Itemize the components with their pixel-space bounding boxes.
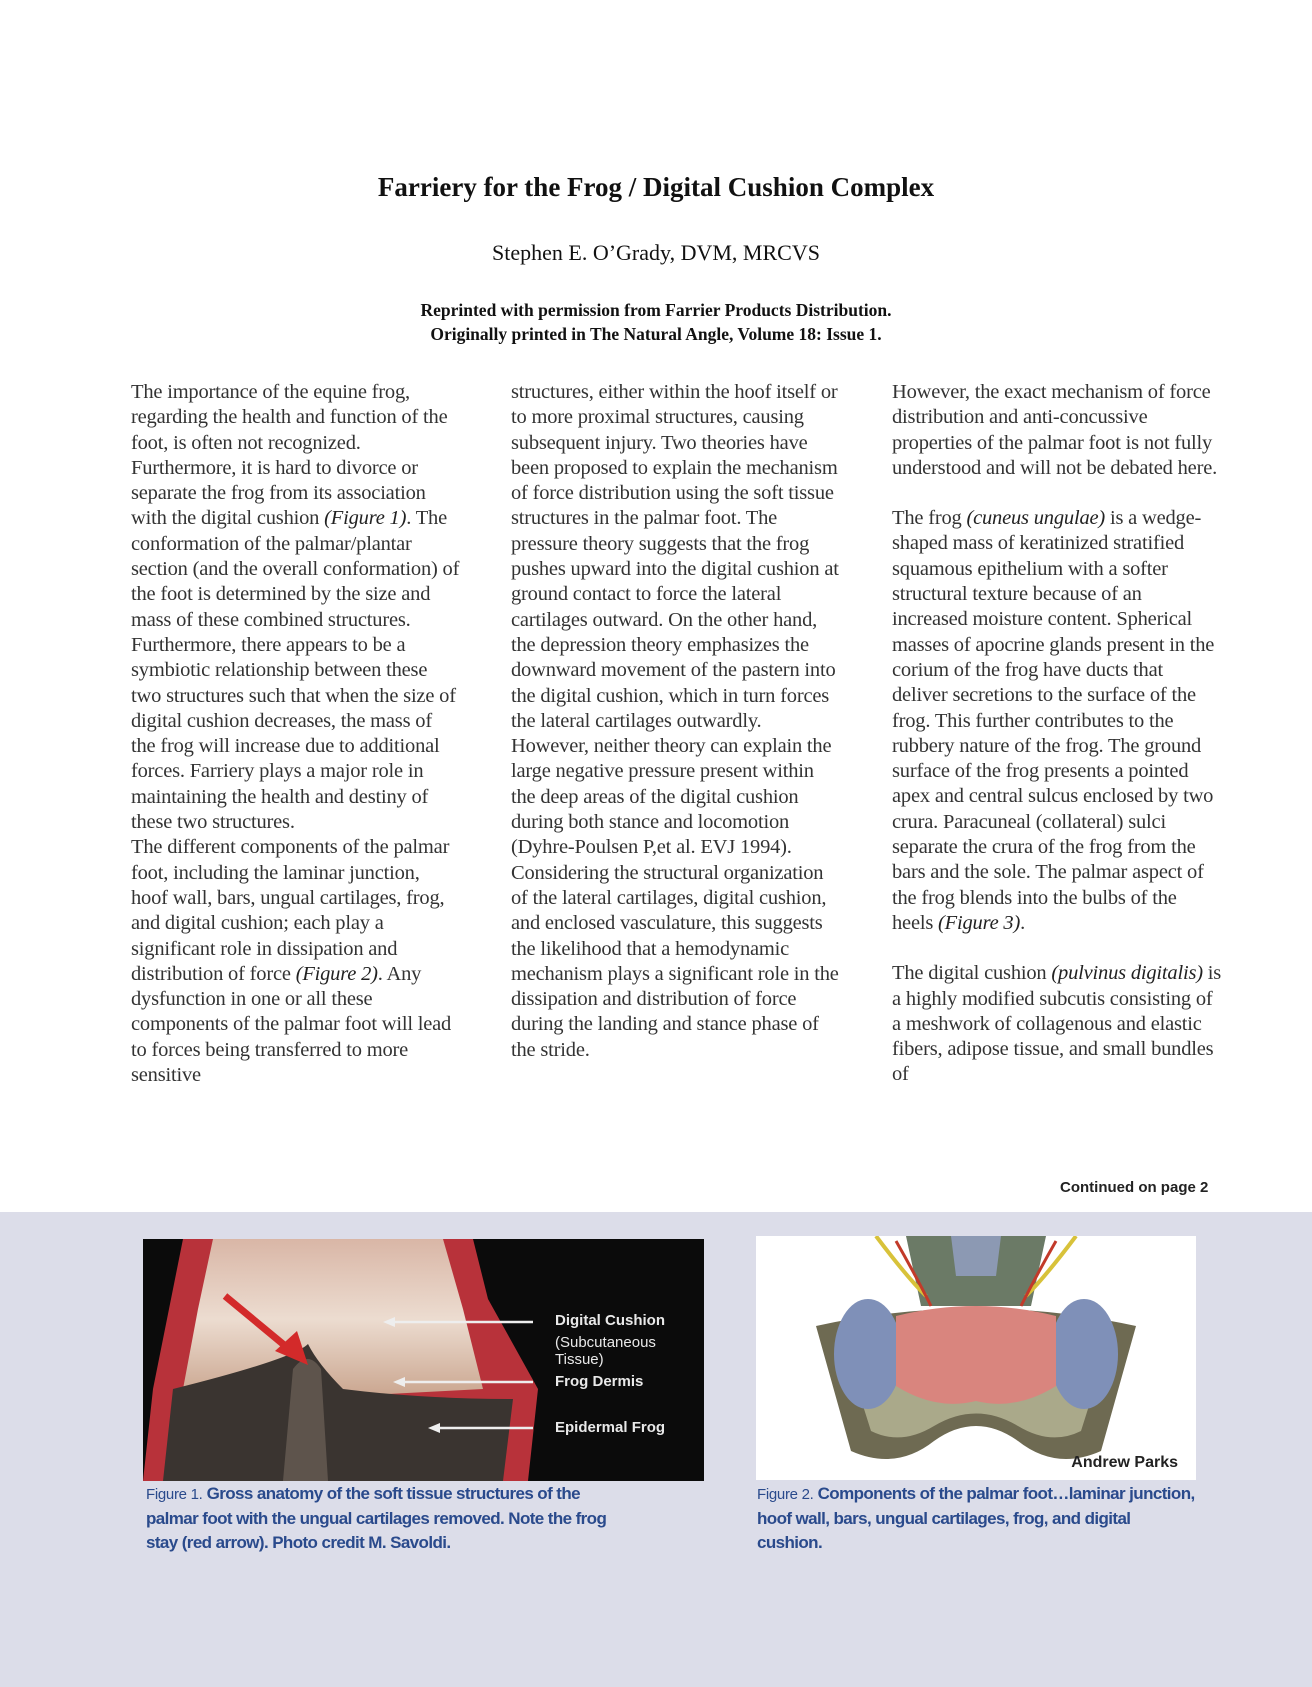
latin-term: (pulvinus digitalis) <box>1051 962 1203 985</box>
author-line: Stephen E. O’Grady, DVM, MRCVS <box>492 240 820 265</box>
figure-2-image <box>756 1236 1196 1480</box>
paragraph <box>131 380 461 835</box>
paragraph: structures, either within the hoof itself or to more proximal structures, causing subsequent injury. Two theories have been proposed to explain the mechanism of force distribution using the soft tissue structures in the palmar foot. The pressure theory suggests that the frog pushes upward into the digital cushion at ground contact to force the lateral cartilages outward. On the other hand, the depression theory emphasizes the downward movement of the pastern into the digital cushion, which in turn forces the lateral cartilages outwardly. However, neither theory can explain the large negative pressure present within the deep areas of the digital cushion during both stance and locomotion (Dyhre-Poulsen P,et al. EVJ 1994). Considering the structural organization of the lateral cartilages, digital cushion, and enclosed vasculature, this suggests the likelihood that a hemodynamic mechanism plays a significant role in the dissipation and distribution of force during the landing and stance phase of the stride. <box>511 381 839 1061</box>
photo-credit: Andrew Parks <box>1071 1454 1178 1471</box>
figure-2-caption <box>757 1482 1197 1555</box>
caption-text: Components of the palmar foot…laminar junction, hoof wall, bars, ungual cartilages, frog, and digital cushion. <box>757 1484 1195 1552</box>
paragraph: However, the exact mechanism of force distribution and anti-concussive properties of the palmar foot is not fully understood and will not be debated here. <box>892 381 1218 479</box>
bone-shape <box>951 1236 1001 1276</box>
text-run: . <box>1020 911 1026 934</box>
label-frog-dermis: Frog Dermis <box>555 1373 644 1390</box>
ungual-cartilage-right <box>1050 1299 1118 1409</box>
paragraph <box>892 961 1222 1087</box>
ungual-cartilage-left <box>834 1299 902 1409</box>
text-run: is a wedge-shaped mass of keratinized stratified squamous epithelium with a softer structural texture because of an increased moisture content. Spherical masses of apocrine glands present in the corium of the frog have ducts that deliver secretions to the surface of the frog. This further contributes to the rubbery nature of the frog. The ground surface of the frog presents a pointed apex and central sulcus enclosed by two crura. Paracuneal (collateral) sulci separate the crura of the frog from the bars and the sole. The palmar aspect of the frog blends into the bulbs of the heels <box>892 507 1215 934</box>
caption-figure-number: Figure 1. <box>146 1486 203 1503</box>
figure-reference: (Figure 2) <box>295 962 378 985</box>
text-run: . The conformation of the palmar/plantar section (and the overall conformation) of the foot is determined by the size and mass of these combined structures. Furthermore, there appears to be a symbiotic relationship between these two structures such that when the size of digital cushion decreases, the mass of the frog will increase due to additional forces. Farriery plays a major role in maintaining the health and destiny of these two structures. <box>131 507 460 834</box>
reprint-line-1: Reprinted with permission from Farrier Products Distribution. <box>420 300 892 320</box>
text-run: is a highly modified subcutis consisting of a meshwork of collagenous and elastic fibers, adipose tissue, and small bundles of <box>892 962 1222 1086</box>
text-run: . Any dysfunction in one or all these components of the palmar foot will lead to forces being transferred to more sensitive <box>131 962 452 1087</box>
reprint-notice <box>0 298 1312 346</box>
text-run: The importance of the equine frog, regarding the health and function of the foot, is often not recognized. Furthermore, it is hard to divorce or separate the frog from its association with the digital cushion <box>131 381 448 530</box>
figure-1-caption <box>146 1482 616 1555</box>
text-run: The frog <box>892 507 967 530</box>
label-digital-cushion: Digital Cushion <box>555 1312 665 1329</box>
label-subcutaneous: (Subcutaneous Tissue) <box>555 1334 656 1368</box>
reprint-line-2: Originally printed in The Natural Angle, Volume 18: Issue 1. <box>430 324 882 344</box>
caption-figure-number: Figure 2. <box>757 1486 814 1503</box>
text-column-2 <box>511 380 841 1063</box>
page-title: Farriery for the Frog / Digital Cushion Complex <box>377 172 935 202</box>
text-run: The digital cushion <box>892 962 1052 985</box>
palmar-foot-illustration <box>756 1236 1196 1480</box>
caption-text: Gross anatomy of the soft tissue structures of the palmar foot with the ungual cartilages removed. Note the frog stay (red arrow). Photo credit M. Savoldi. <box>146 1484 607 1552</box>
figure-reference: (Figure 3) <box>938 911 1021 934</box>
text-column-3 <box>892 380 1222 1088</box>
text-run: The different components of the palmar foot, including the laminar junction, hoof wall, bars, ungual cartilages, frog, and digital cushion; each play a significant role in dissipation and distribution of force <box>131 836 450 985</box>
latin-term: (cuneus ungulae) <box>966 507 1106 530</box>
paragraph <box>892 506 1222 936</box>
paragraph <box>131 835 461 1088</box>
digital-cushion-shape <box>896 1306 1056 1404</box>
figure-reference: (Figure 1) <box>324 507 407 530</box>
figure-1-image <box>143 1239 704 1481</box>
text-column-1 <box>131 380 461 1088</box>
label-epidermal-frog: Epidermal Frog <box>555 1419 666 1436</box>
continued-note: Continued on page 2 <box>1060 1179 1209 1196</box>
